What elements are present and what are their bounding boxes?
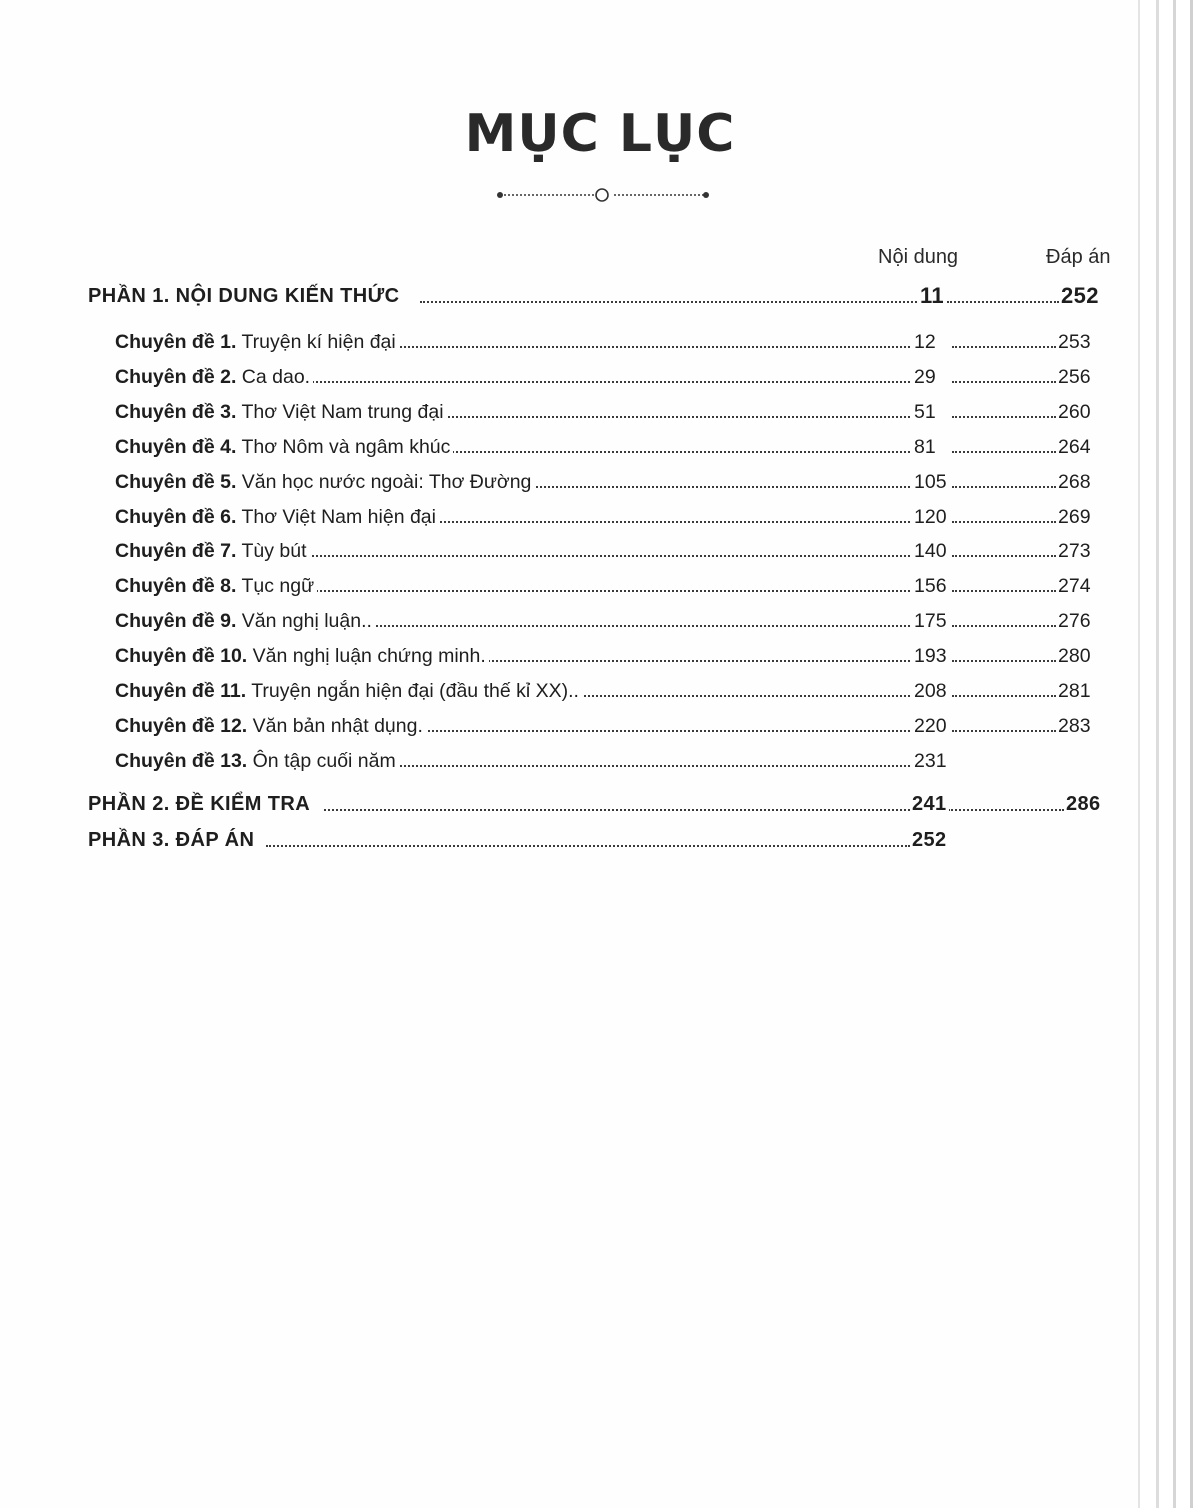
toc-chapter-row xyxy=(0,571,1138,601)
toc-chapter-prefix: Chuyên đề 12. xyxy=(115,715,248,737)
toc-chapter-label xyxy=(115,327,399,357)
toc-answer-page: 286 xyxy=(1066,789,1103,819)
toc-chapter-row xyxy=(0,641,1138,671)
toc-content-page: 29 xyxy=(912,362,938,392)
toc-part-label: PHẦN 2. ĐỀ KIỂM TRA xyxy=(88,789,312,819)
toc-chapter-prefix: Chuyên đề 4. xyxy=(115,436,237,458)
toc-chapter-label xyxy=(115,536,310,566)
toc-content-page: 11 xyxy=(920,281,946,311)
toc-chapter-prefix: Chuyên đề 10. xyxy=(115,645,248,667)
toc-chapter-name: Thơ Nôm và ngâm khúc xyxy=(241,436,451,458)
toc-chapter-row xyxy=(0,676,1138,706)
toc-answer-page: 281 xyxy=(1058,676,1091,706)
toc-content-page: 12 xyxy=(912,327,938,357)
toc-content-page: 120 xyxy=(912,502,949,532)
toc-answer-page: 283 xyxy=(1058,711,1091,741)
toc-answer-page: 256 xyxy=(1058,362,1091,392)
toc-chapter-label xyxy=(115,746,399,776)
toc-part-row xyxy=(0,281,1138,311)
toc-chapter-name: Thơ Việt Nam trung đại xyxy=(241,401,444,423)
toc-content-page: 220 xyxy=(912,711,949,741)
toc-chapter-name: Ca dao. xyxy=(241,366,311,388)
toc-chapter-name: Tùy bút xyxy=(241,540,307,562)
toc-chapter-row xyxy=(0,711,1138,741)
column-header-answers: Đáp án xyxy=(1046,246,1111,268)
toc-answer-page: 276 xyxy=(1058,606,1091,636)
toc-chapter-label xyxy=(115,432,453,462)
toc-part-row xyxy=(0,825,1138,855)
toc-chapter-label xyxy=(115,362,313,392)
toc-answer-page: 260 xyxy=(1058,397,1091,427)
toc-answer-page: 269 xyxy=(1058,502,1091,532)
toc-answer-page: 252 xyxy=(1061,281,1101,311)
toc-chapter-label xyxy=(115,676,582,706)
page-edge xyxy=(1138,0,1140,1508)
title-divider-ornament xyxy=(494,184,714,206)
toc-chapter-label xyxy=(115,571,317,601)
toc-chapter-label xyxy=(115,397,447,427)
toc-chapter-prefix: Chuyên đề 13. xyxy=(115,750,248,772)
toc-chapter-prefix: Chuyên đề 7. xyxy=(115,540,237,562)
toc-chapter-name: Văn nghị luận chứng minh. xyxy=(252,645,486,667)
toc-content-page: 156 xyxy=(912,571,949,601)
toc-answer-page: 268 xyxy=(1058,467,1091,497)
toc-content-page: 105 xyxy=(912,467,949,497)
page-edge xyxy=(1173,0,1176,1508)
toc-content-page: 81 xyxy=(912,432,938,462)
toc-content-page: 208 xyxy=(912,676,949,706)
toc-part-label: PHẦN 1. NỘI DUNG KIẾN THỨC xyxy=(88,281,401,311)
toc-chapter-row xyxy=(0,327,1138,357)
toc-chapter-prefix: Chuyên đề 8. xyxy=(115,575,237,597)
toc-chapter-name: Truyện ngắn hiện đại (đầu thế kỉ XX).. xyxy=(251,680,579,702)
toc-part-row xyxy=(0,789,1138,819)
toc-chapter-prefix: Chuyên đề 11. xyxy=(115,680,247,702)
toc-content-page: 140 xyxy=(912,536,949,566)
toc-content-page: 51 xyxy=(912,397,938,427)
toc-chapter-prefix: Chuyên đề 6. xyxy=(115,506,237,528)
toc-answer-page: 274 xyxy=(1058,571,1091,601)
toc-chapter-name: Văn học nước ngoài: Thơ Đường xyxy=(241,471,532,493)
toc-answer-page: 253 xyxy=(1058,327,1091,357)
toc-chapter-label xyxy=(115,606,375,636)
toc-chapter-name: Văn nghị luận.. xyxy=(241,610,372,632)
toc-chapter-prefix: Chuyên đề 2. xyxy=(115,366,237,388)
toc-chapter-label xyxy=(115,467,534,497)
toc-answer-page: 264 xyxy=(1058,432,1091,462)
toc-chapter-prefix: Chuyên đề 9. xyxy=(115,610,237,632)
toc-part-label: PHẦN 3. ĐÁP ÁN xyxy=(88,825,256,855)
toc-chapter-row xyxy=(0,432,1138,462)
toc-chapter-row xyxy=(0,746,1138,776)
toc-chapter-name: Truyện kí hiện đại xyxy=(241,331,396,353)
toc-chapter-label xyxy=(115,711,426,741)
toc-chapter-row xyxy=(0,536,1138,566)
toc-content-page: 175 xyxy=(912,606,949,636)
toc-chapter-name: Thơ Việt Nam hiện đại xyxy=(241,506,436,528)
toc-chapter-label xyxy=(115,641,489,671)
toc-chapter-name: Ôn tập cuối năm xyxy=(252,750,396,772)
page-edge xyxy=(1156,0,1159,1508)
toc-chapter-row xyxy=(0,397,1138,427)
toc-chapter-row xyxy=(0,467,1138,497)
toc-chapter-row xyxy=(0,502,1138,532)
toc-chapter-prefix: Chuyên đề 5. xyxy=(115,471,237,493)
toc-content-page: 241 xyxy=(912,789,949,819)
toc-content-page: 193 xyxy=(912,641,949,671)
toc-chapter-row xyxy=(0,362,1138,392)
toc-chapter-prefix: Chuyên đề 1. xyxy=(115,331,237,353)
toc-chapter-name: Văn bản nhật dụng. xyxy=(252,715,423,737)
toc-content-page: 252 xyxy=(912,825,949,855)
toc-chapter-row xyxy=(0,606,1138,636)
toc-answer-page: 273 xyxy=(1058,536,1091,566)
column-header-content: Nội dung xyxy=(878,246,959,268)
toc-chapter-label xyxy=(115,502,439,532)
page-edge xyxy=(1190,0,1193,1508)
page-title: MỤC LỤC xyxy=(464,104,736,164)
toc-chapter-prefix: Chuyên đề 3. xyxy=(115,401,237,423)
toc-content-page: 231 xyxy=(912,746,949,776)
toc-chapter-name: Tục ngữ xyxy=(241,575,315,597)
toc-answer-page: 280 xyxy=(1058,641,1091,671)
